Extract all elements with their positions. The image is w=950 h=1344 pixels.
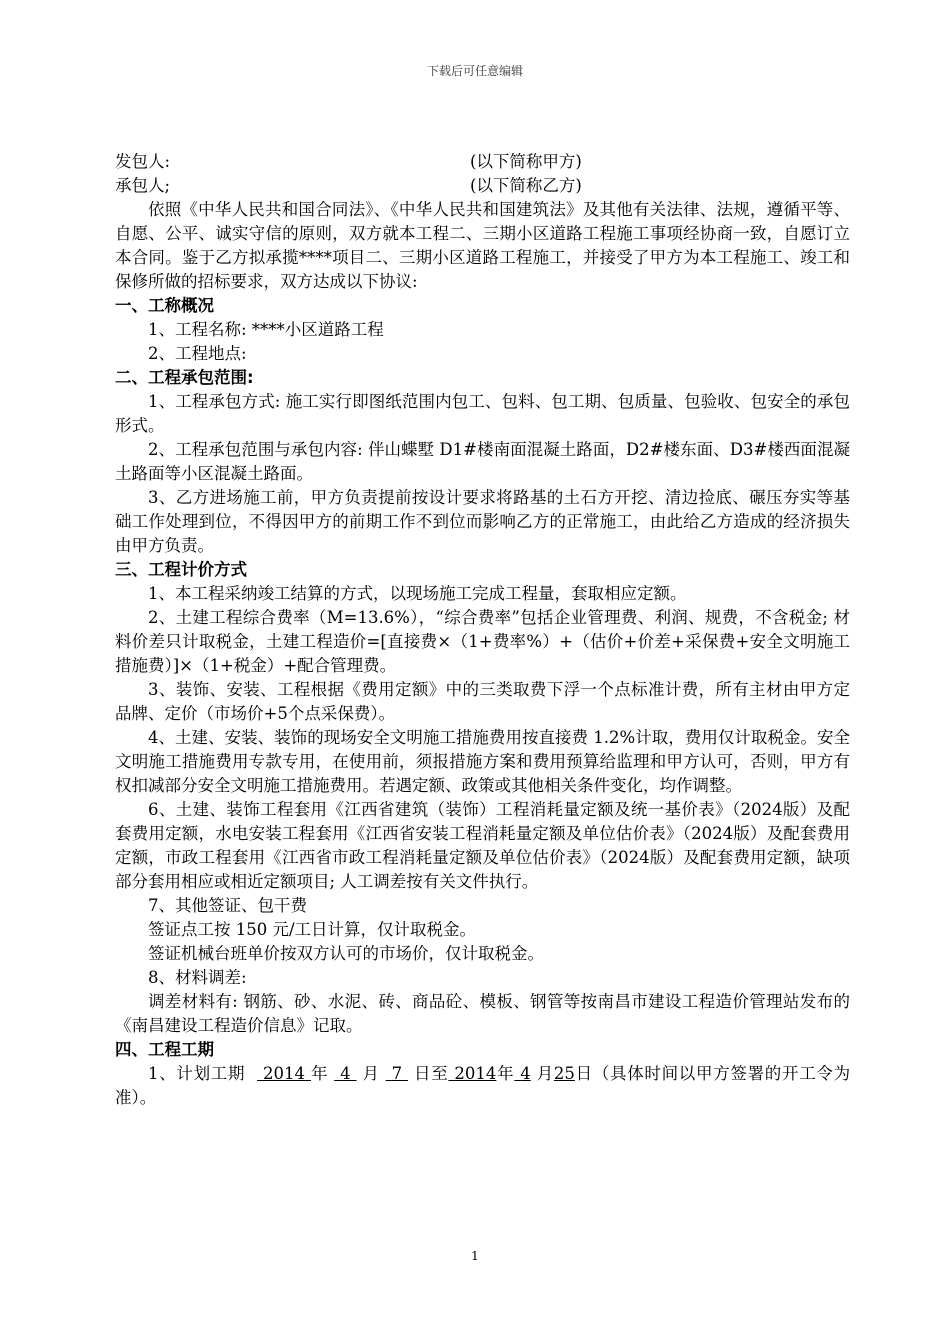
- period-suffix: （具体时间以甲方签署的开工令为准）。: [115, 1064, 851, 1107]
- section-2-title: 二、工程承包范围:: [115, 368, 254, 387]
- section-3-title: 三、工程计价方式: [115, 560, 247, 579]
- s2-item-3: 3、乙方进场施工前，甲方负责提前按设计要求将路基的土石方开挖、清边捡底、碾压夯实等基础工作处理到位，不得因甲方的前期工作不到位而影响乙方的正常施工，由此给乙方造成的经济损失由甲方负责。: [115, 488, 850, 555]
- s3-item-7-labor: 签证点工按 150 元/工日计算，仅计取税金。: [148, 920, 477, 939]
- s3-item-6: 6、土建、装饰工程套用《江西省建筑（装饰）工程消耗量定额及统一基价表》（2024版）及配套费用定额，水电安装工程套用《江西省安装工程消耗量定额及单位估价表》（2024版）及配套费用定额，市政工程套用《江西省市政工程消耗量定额及单位估价表》（2024版）及配套费用定额，缺项部分套用相应或相近定额项目; 人工调差按有关文件执行。: [115, 800, 850, 891]
- party-row-contractor: [115, 174, 850, 198]
- s3-item-1: 1、本工程采纳竣工结算的方式，以现场施工完成工程量，套取相应定额。: [148, 584, 687, 603]
- contract-body: [115, 150, 850, 1110]
- s3-item-4: 4、土建、安装、装饰的现场安全文明施工措施费用按直接费 1.2%计取，费用仅计取税金。安全文明施工措施费用专款专用，在使用前，须报措施方案和费用预算给监理和甲方认可，否则，甲方有权扣减部分安全文明施工措施费用。若遇定额、政策或其他相关条件变化，均作调整。: [115, 728, 850, 795]
- contractor-note: (以下简称乙方): [470, 176, 582, 195]
- s3-item-8: 8、材料调差:: [148, 968, 247, 987]
- page-number: 1: [471, 1249, 479, 1263]
- start-month: 4: [340, 1064, 351, 1083]
- month-text-1: 月: [362, 1064, 380, 1083]
- employer-note: (以下简称甲方): [470, 152, 582, 171]
- intro-paragraph: 依照《中华人民共和国合同法》、《中华人民共和国建筑法》及其他有关法律、法规，遵循平等、自愿、公平、诚实守信的原则，双方就本工程二、三期小区道路工程施工事项经协商一致，自愿订立本合同。鉴于乙方拟承揽****项目二、三期小区道路工程施工，并接受了甲方为本工程施工、竣工和保修所做的招标要求，双方达成以下协议:: [115, 200, 850, 291]
- s3-item-8-detail: 调差材料有: 钢筋、砂、水泥、砖、商品砼、模板、钢管等按南昌市建设工程造价管理站发布的《南昌建设工程造价信息》记取。: [115, 992, 850, 1035]
- day-text-2: 日: [574, 1064, 593, 1083]
- month-text-2: 月: [536, 1064, 554, 1083]
- s2-item-2: 2、工程承包范围与承包内容: 伴山蝶墅 D1#楼南面混凝土路面，D2#楼东面、D3#楼西面混凝土路面等小区混凝土路面。: [115, 440, 850, 483]
- end-day: 25: [553, 1064, 575, 1083]
- s3-item-7: 7、其他签证、包干费: [148, 896, 307, 915]
- period-prefix: 1、计划工期: [148, 1064, 246, 1083]
- s2-item-1: 1、工程承包方式: 施工实行即图纸范围内包工、包料、包工期、包质量、包验收、包安全的承包形式。: [115, 392, 850, 435]
- section-4-title: 四、工程工期: [115, 1040, 214, 1059]
- s1-item-1: 1、工程名称: ****小区道路工程: [148, 320, 384, 339]
- contractor-label: 承包人;: [115, 176, 171, 195]
- year-text-1: 年: [311, 1064, 329, 1083]
- end-month: 4: [520, 1064, 531, 1083]
- planned-period: [115, 1062, 850, 1110]
- s3-item-2: 2、土建工程综合费率（M=13.6%），“综合费率”包括企业管理费、利润、规费，不含税金; 材料价差只计取税金，土建工程造价=[直接费×（1+费率%）+（估价+价差+采保费+安全文明施工措施费）]×（1+税金）+配合管理费。: [115, 608, 850, 675]
- day-text-1: 日至: [414, 1064, 449, 1083]
- section-1-title: 一、工称概况: [115, 296, 214, 315]
- page-header: 下载后可任意编辑: [426, 64, 523, 78]
- s1-item-2: 2、工程地点:: [148, 344, 247, 363]
- s3-item-7-machinery: 签证机械台班单价按双方认可的市场价，仅计取税金。: [148, 944, 544, 963]
- start-day: 7: [391, 1064, 403, 1083]
- year-text-2: 年: [496, 1064, 515, 1083]
- start-year: 2014: [263, 1064, 306, 1083]
- employer-label: 发包人:: [115, 152, 171, 171]
- party-row-employer: [115, 150, 850, 174]
- s3-item-3: 3、装饰、安装、工程根据《费用定额》中的三类取费下浮一个点标准计费，所有主材由甲方定品牌、定价（市场价+5个点采保费）。: [115, 680, 850, 723]
- end-year: 2014: [454, 1064, 497, 1083]
